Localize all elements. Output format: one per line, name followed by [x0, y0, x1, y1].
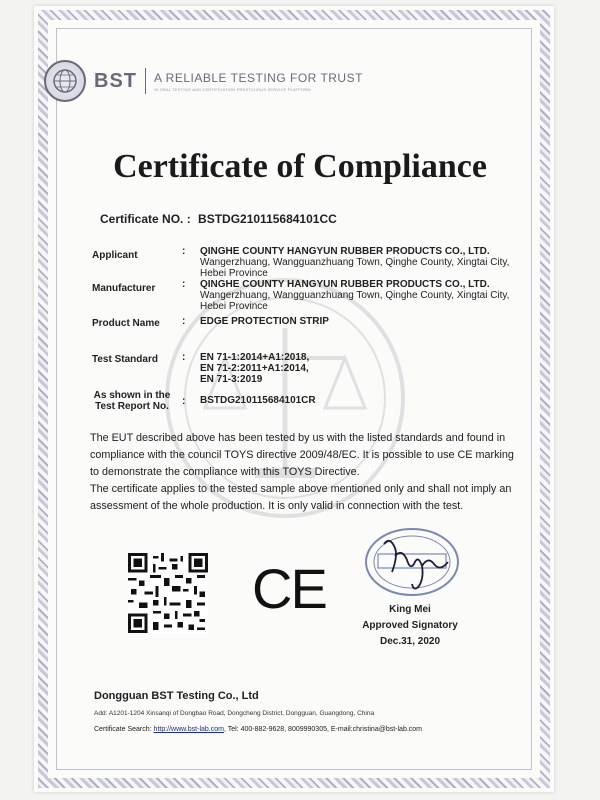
statement-paragraph-2: The certificate applies to the tested sample above mentioned only and shall not imply an assessment of the whole production. It is only valid in connection with the test.: [90, 483, 512, 512]
qr-code-icon: [128, 553, 208, 633]
brand-name: BST: [94, 69, 137, 92]
report-label-line1: As shown in the: [93, 390, 171, 401]
applicant-name: QINGHE COUNTY HANGYUN RUBBER PRODUCTS CO., LTD.: [200, 246, 490, 257]
standard-line1: EN 71-1:2014+A1:2018,: [200, 352, 310, 363]
compliance-statement: [90, 430, 525, 515]
certificate-title: Certificate of Compliance: [113, 148, 487, 185]
brand-divider: [145, 68, 146, 94]
website-link[interactable]: http://www.bst-lab.com: [153, 726, 224, 733]
manufacturer-address-line1: Wangerzhuang, Wangguanzhuang Town, Qinghe County, Xingtai City,: [200, 290, 510, 301]
brand-subtagline: GLOBAL TESTING AND CERTIFICATION PRESTIGIOUS SERVICE PLATFORM: [154, 86, 311, 92]
bst-logo-icon: [44, 60, 86, 102]
issuer-address: Add: A1201-1204 Xinsanqi of Dongbao Road, Dongcheng District, Dongguan, Guangdong, China: [94, 710, 375, 717]
report-label-line2: Test Report No.: [95, 401, 169, 412]
signature-date: Dec.31, 2020: [379, 636, 441, 647]
contact-details: , Tel: 400-882-9628, 8009990305, E-mail:christina@bst-lab.com: [223, 726, 423, 733]
applicant-value: [200, 246, 520, 279]
certificate-number-label: Certificate NO. :: [100, 212, 191, 226]
applicant-address-line1: Wangerzhuang, Wangguanzhuang Town, Qinghe County, Xingtai City,: [200, 257, 510, 268]
product-label: Product Name: [92, 318, 160, 329]
test-standard-value: [200, 352, 520, 385]
company-stamp-signature: [362, 526, 462, 598]
signatory-title: Approved Signatory: [362, 620, 458, 631]
applicant-label: Applicant: [92, 250, 138, 261]
ce-mark: CE: [252, 557, 326, 620]
test-standard-label: Test Standard: [92, 354, 158, 365]
manufacturer-name: QINGHE COUNTY HANGYUN RUBBER PRODUCTS CO., LTD.: [200, 279, 490, 290]
search-label: Certificate Search:: [94, 726, 152, 733]
signatory-block: [350, 602, 470, 650]
issuer-company: Dongguan BST Testing Co., Ltd: [94, 690, 259, 702]
standard-line2: EN 71-2:2011+A1:2014,: [200, 363, 309, 374]
signatory-name: King Mei: [389, 604, 431, 615]
globe-icon: [52, 68, 78, 94]
test-report-value: BSTDG210115684101CR: [200, 395, 316, 406]
issuer-contact: [94, 726, 422, 733]
certificate-number: [100, 212, 337, 226]
certificate-number-value: BSTDG210115684101CC: [198, 212, 337, 226]
statement-paragraph-1: The EUT described above has been tested by us with the listed standards and found in compliance with the council TOYS directive 2009/48/EC. It is possible to use CE marking to demonstrate the compliance with this TOYS Directive.: [90, 432, 514, 478]
manufacturer-address-line2: Hebei Province: [200, 301, 268, 312]
brand-tagline: A RELIABLE TESTING FOR TRUST: [154, 70, 363, 85]
applicant-address-line2: Hebei Province: [200, 268, 268, 279]
manufacturer-value: [200, 279, 520, 312]
issuer-footer: [94, 690, 422, 733]
manufacturer-label: Manufacturer: [92, 283, 156, 294]
brand-header: [44, 60, 363, 102]
product-value: EDGE PROTECTION STRIP: [200, 316, 329, 327]
standard-line3: EN 71-3:2019: [200, 374, 263, 385]
